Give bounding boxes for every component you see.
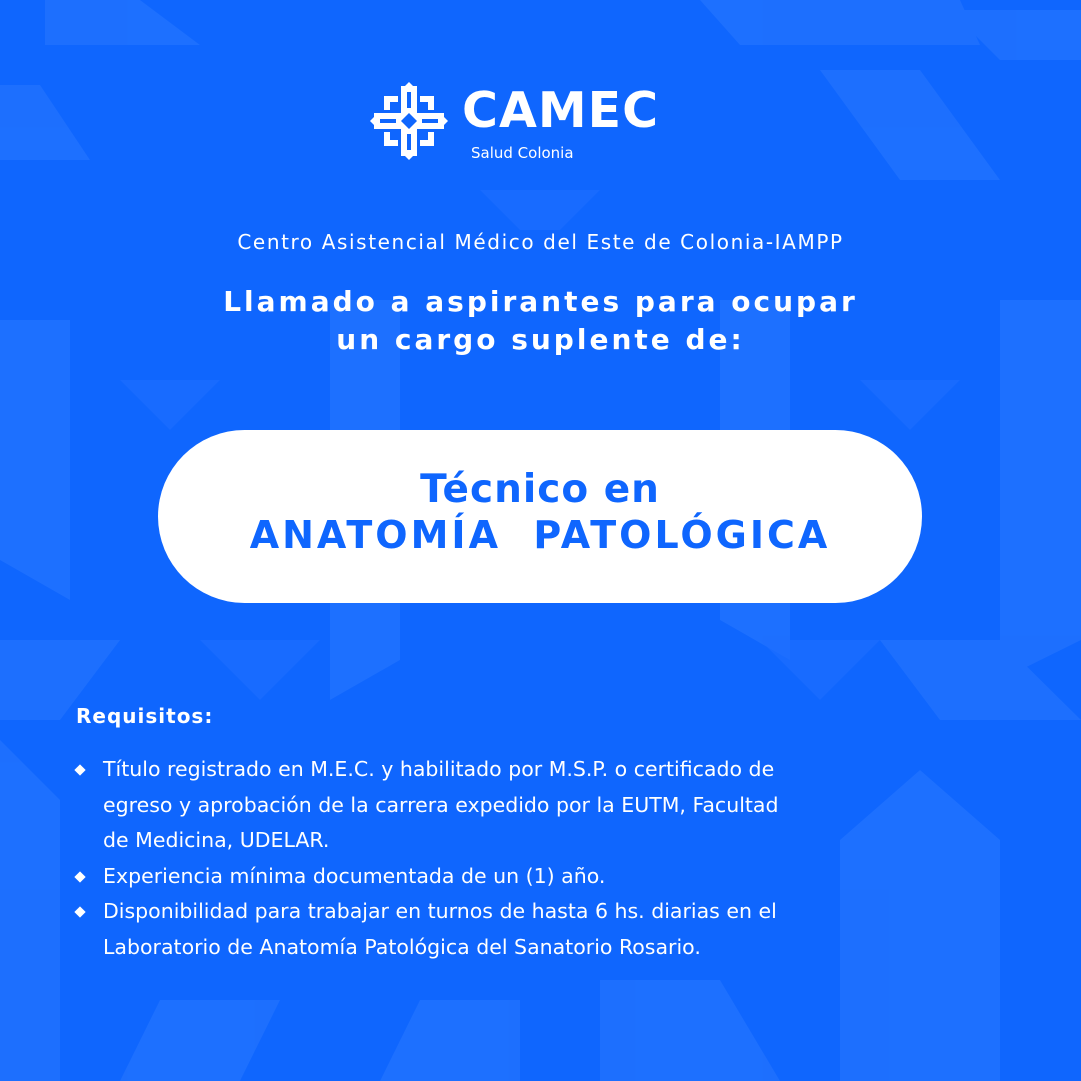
position-title-line-2: ANATOMÍA PATOLÓGICA — [249, 513, 831, 557]
logo — [370, 80, 670, 162]
requirement-line: Experiencia mínima documentada de un (1) año. — [103, 863, 606, 888]
headline — [0, 283, 1081, 359]
requirements-list — [76, 752, 976, 965]
position-pill — [158, 430, 922, 603]
requirement-item — [76, 859, 976, 895]
requirement-line: Disponibilidad para trabajar en turnos de hasta 6 hs. diarias en el — [103, 899, 777, 923]
requirement-line: Laboratorio de Anatomía Patológica del Sanatorio Rosario. — [103, 934, 701, 959]
organization-name: Centro Asistencial Médico del Este de Colonia-IAMPP — [237, 230, 844, 254]
logo-wordmark: CAMEC — [462, 82, 660, 139]
requirement-item — [76, 894, 976, 965]
position-title-line-1: Técnico en — [420, 467, 660, 512]
diamond-bullet-icon — [74, 871, 85, 882]
logo-subtitle: Salud Colonia — [471, 144, 574, 162]
snowflake-cross-icon — [370, 82, 448, 160]
diamond-bullet-icon — [74, 906, 85, 917]
requirement-line: de Medicina, UDELAR. — [103, 828, 330, 852]
requirement-item — [76, 752, 976, 859]
requirement-line: Título registrado en M.E.C. y habilitado por M.S.P. o certificado de — [103, 757, 775, 781]
requirements-title: Requisitos: — [76, 704, 214, 728]
headline-line-2: un cargo suplente de: — [336, 323, 745, 356]
requirement-line: egreso y aprobación de la carrera expedido por la EUTM, Facultad — [103, 792, 779, 817]
diamond-bullet-icon — [74, 764, 85, 775]
headline-line-1: Llamado a aspirantes para ocupar — [223, 285, 858, 318]
